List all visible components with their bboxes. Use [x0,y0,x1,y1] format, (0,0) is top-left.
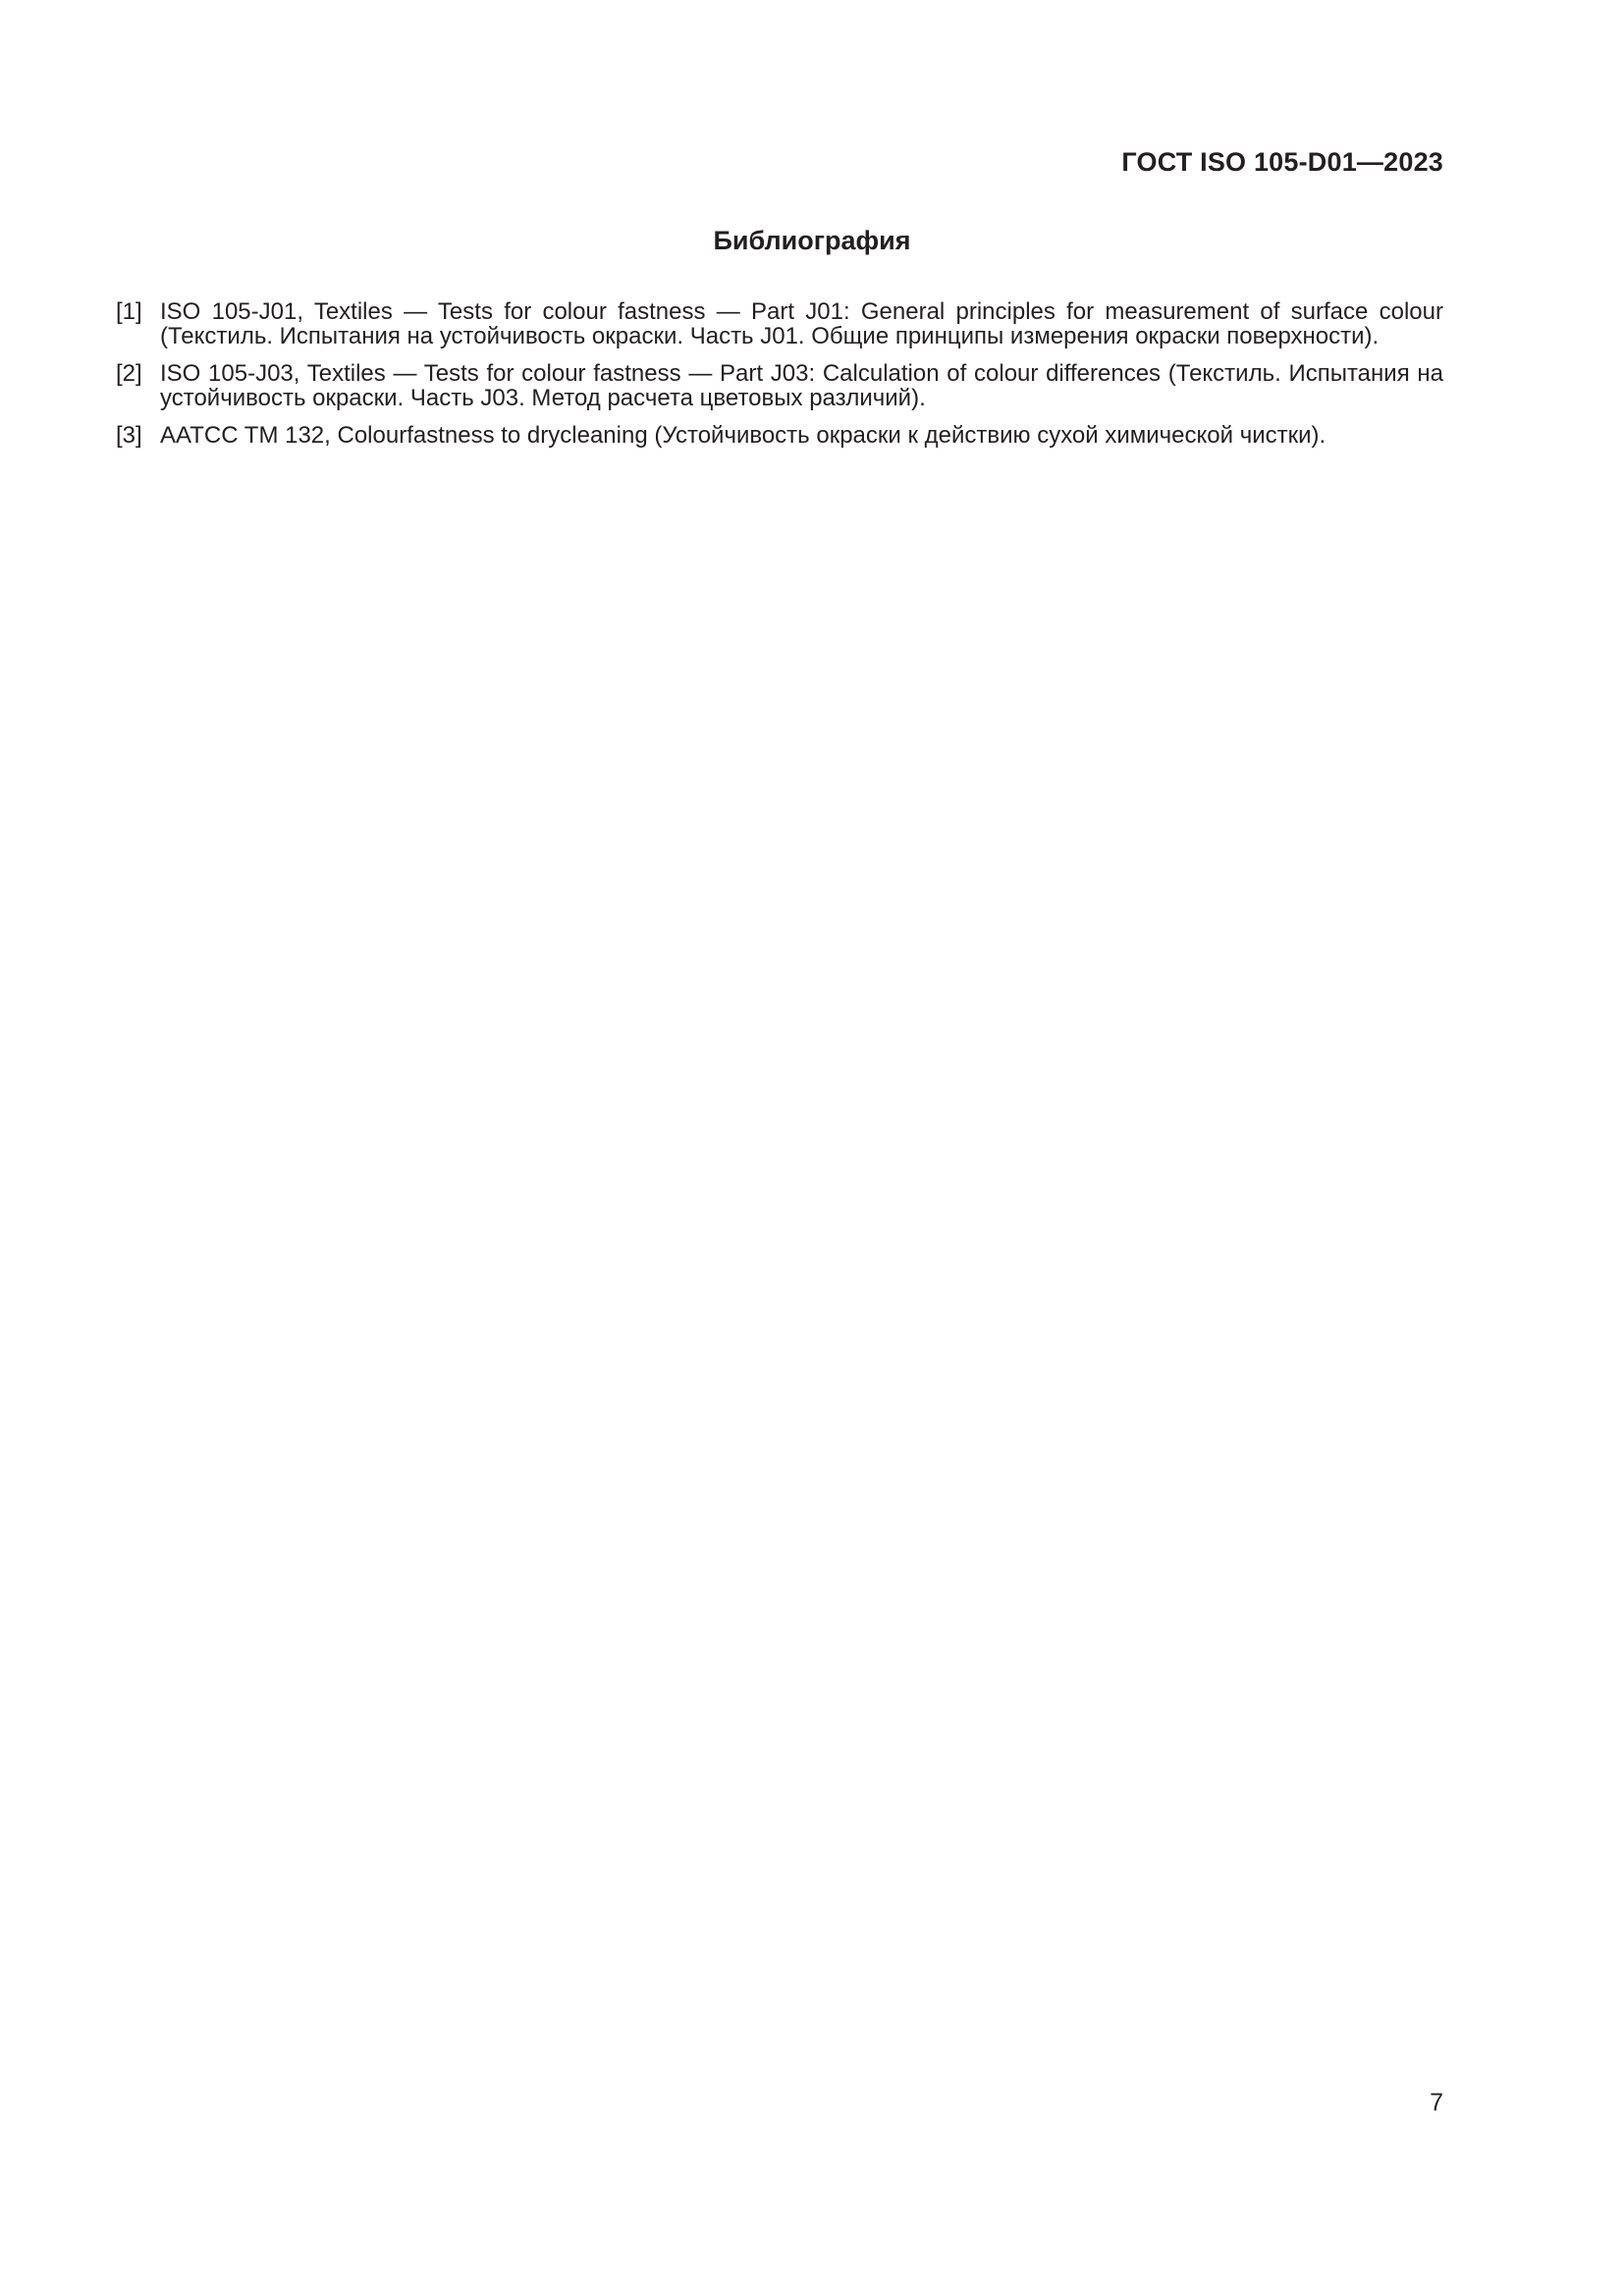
reference-text: AATCC TM 132, Colourfastness to drycleaning (Устойчивость окраски к действию сухой химической чистки). [160,422,1326,449]
reference-number: [1] [116,298,142,325]
reference-text: ISO 105-J01, Textiles — Tests for colour fastness — Part J01: General principles for measurement of surface colour (Текстиль. Испытания на устойчивость окраски. Часть J01. Общие принципы измерения окраски поверхности). [160,298,1443,349]
reference-text: ISO 105-J03, Textiles — Tests for colour fastness — Part J03: Calculation of colour differences (Текстиль. Испытания на устойчивость окраски. Часть J03. Метод расчета цветовых различий). [160,360,1443,411]
document-code: ГОСТ ISO 105-D01—2023 [1121,147,1443,177]
bibliography-item [116,299,1443,348]
bibliography-list [116,299,1443,460]
bibliography-item [116,423,1443,448]
section-title: Библиография [713,226,911,255]
reference-number: [2] [116,360,142,387]
reference-number: [3] [116,422,142,449]
page-number: 7 [1430,2089,1443,2116]
bibliography-item [116,361,1443,410]
